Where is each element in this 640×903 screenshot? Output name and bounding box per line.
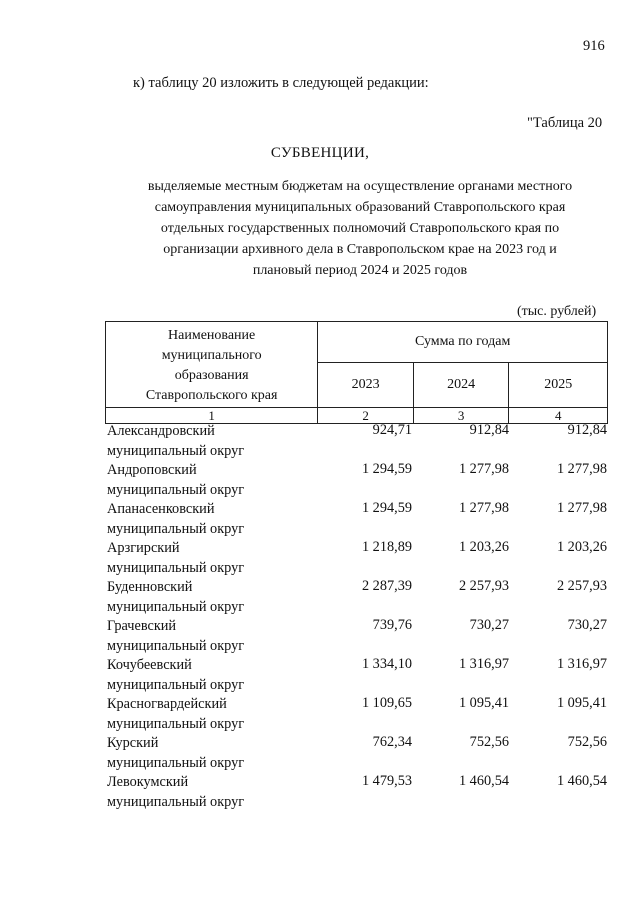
municipality-name: Андроповский муниципальный округ	[107, 462, 245, 498]
document-title: СУБВЕНЦИИ,	[270, 145, 370, 161]
table-body	[107, 421, 607, 811]
value-2024: 752,56	[469, 734, 509, 750]
municipality-name: Апанасенковский муниципальный округ	[107, 501, 245, 537]
value-2025: 1 277,98	[556, 500, 607, 516]
header-year: 2025	[509, 363, 608, 408]
municipality-name: Буденновский муниципальный округ	[107, 579, 245, 615]
page-number: 916	[583, 38, 605, 54]
value-2023: 1 294,59	[361, 461, 412, 477]
column-number: 1	[106, 408, 318, 424]
header-name-line: Ставропольского края	[145, 388, 278, 403]
value-2024: 1 203,26	[458, 539, 509, 555]
value-2025: 2 257,93	[556, 578, 607, 594]
column-number: 2	[318, 408, 414, 424]
table-row	[107, 460, 607, 499]
value-2023: 1 109,65	[361, 695, 412, 711]
table-row	[107, 577, 607, 616]
value-2024: 1 316,97	[458, 656, 509, 672]
intro-text: к) таблицу 20 изложить в следующей редакции:	[133, 75, 429, 91]
header-name-cell	[106, 322, 318, 408]
subtitle-line: выделяемые местным бюджетам на осуществление органами местного	[147, 179, 573, 194]
value-2024: 1 277,98	[458, 500, 509, 516]
municipality-name: Грачевский муниципальный округ	[107, 618, 245, 654]
municipality-name: Александровский муниципальный округ	[107, 423, 245, 459]
value-2023: 762,34	[372, 734, 412, 750]
table-row	[107, 733, 607, 772]
value-2023: 1 294,59	[361, 500, 412, 516]
subtitle-line: самоуправления муниципальных образований Ставропольского края	[154, 200, 566, 215]
value-2024: 1 460,54	[458, 773, 509, 789]
subtitle-line: организации архивного дела в Ставропольском крае на 2023 год и	[163, 242, 557, 257]
column-number: 4	[509, 408, 608, 424]
table-row	[107, 538, 607, 577]
municipality-name: Левокумский муниципальный округ	[107, 774, 245, 810]
value-2025: 912,84	[567, 422, 607, 438]
municipality-name: Красногвардейский муниципальный округ	[107, 696, 245, 732]
value-2023: 2 287,39	[361, 578, 412, 594]
units-label: (тыс. рублей)	[517, 304, 597, 319]
header-name-line: муниципального	[161, 348, 262, 363]
value-2025: 1 203,26	[556, 539, 607, 555]
column-number: 3	[413, 408, 509, 424]
value-2023: 1 218,89	[361, 539, 412, 555]
value-2024: 2 257,93	[458, 578, 509, 594]
subtitle-line: плановый период 2024 и 2025 годов	[252, 263, 468, 278]
table-row	[107, 655, 607, 694]
table-row	[107, 694, 607, 733]
municipality-name: Арзгирский муниципальный округ	[107, 540, 245, 576]
value-2025: 1 277,98	[556, 461, 607, 477]
value-2025: 752,56	[567, 734, 607, 750]
value-2024: 1 277,98	[458, 461, 509, 477]
table-row	[107, 616, 607, 655]
table-row	[107, 772, 607, 811]
value-2025: 1 460,54	[556, 773, 607, 789]
table-row	[107, 421, 607, 460]
header-name-line: образования	[174, 368, 249, 383]
municipality-name: Курский муниципальный округ	[107, 735, 245, 771]
header-name-line: Наименование	[168, 328, 256, 343]
value-2023: 924,71	[372, 422, 412, 438]
value-2025: 730,27	[567, 617, 607, 633]
header-sum-by-years: Сумма по годам	[318, 322, 608, 363]
table-row	[107, 499, 607, 538]
value-2024: 1 095,41	[458, 695, 509, 711]
value-2025: 1 095,41	[556, 695, 607, 711]
document-subtitle	[110, 176, 610, 281]
municipality-name: Кочубеевский муниципальный округ	[107, 657, 245, 693]
table-caption: "Таблица 20	[527, 115, 603, 131]
value-2025: 1 316,97	[556, 656, 607, 672]
table-header	[105, 321, 608, 424]
value-2024: 730,27	[469, 617, 509, 633]
value-2023: 1 334,10	[361, 656, 412, 672]
subtitle-line: отдельных государственных полномочий Ставропольского края по	[160, 221, 560, 236]
value-2023: 1 479,53	[361, 773, 412, 789]
header-year: 2023	[318, 363, 414, 408]
value-2023: 739,76	[372, 617, 412, 633]
header-year: 2024	[413, 363, 509, 408]
value-2024: 912,84	[469, 422, 509, 438]
